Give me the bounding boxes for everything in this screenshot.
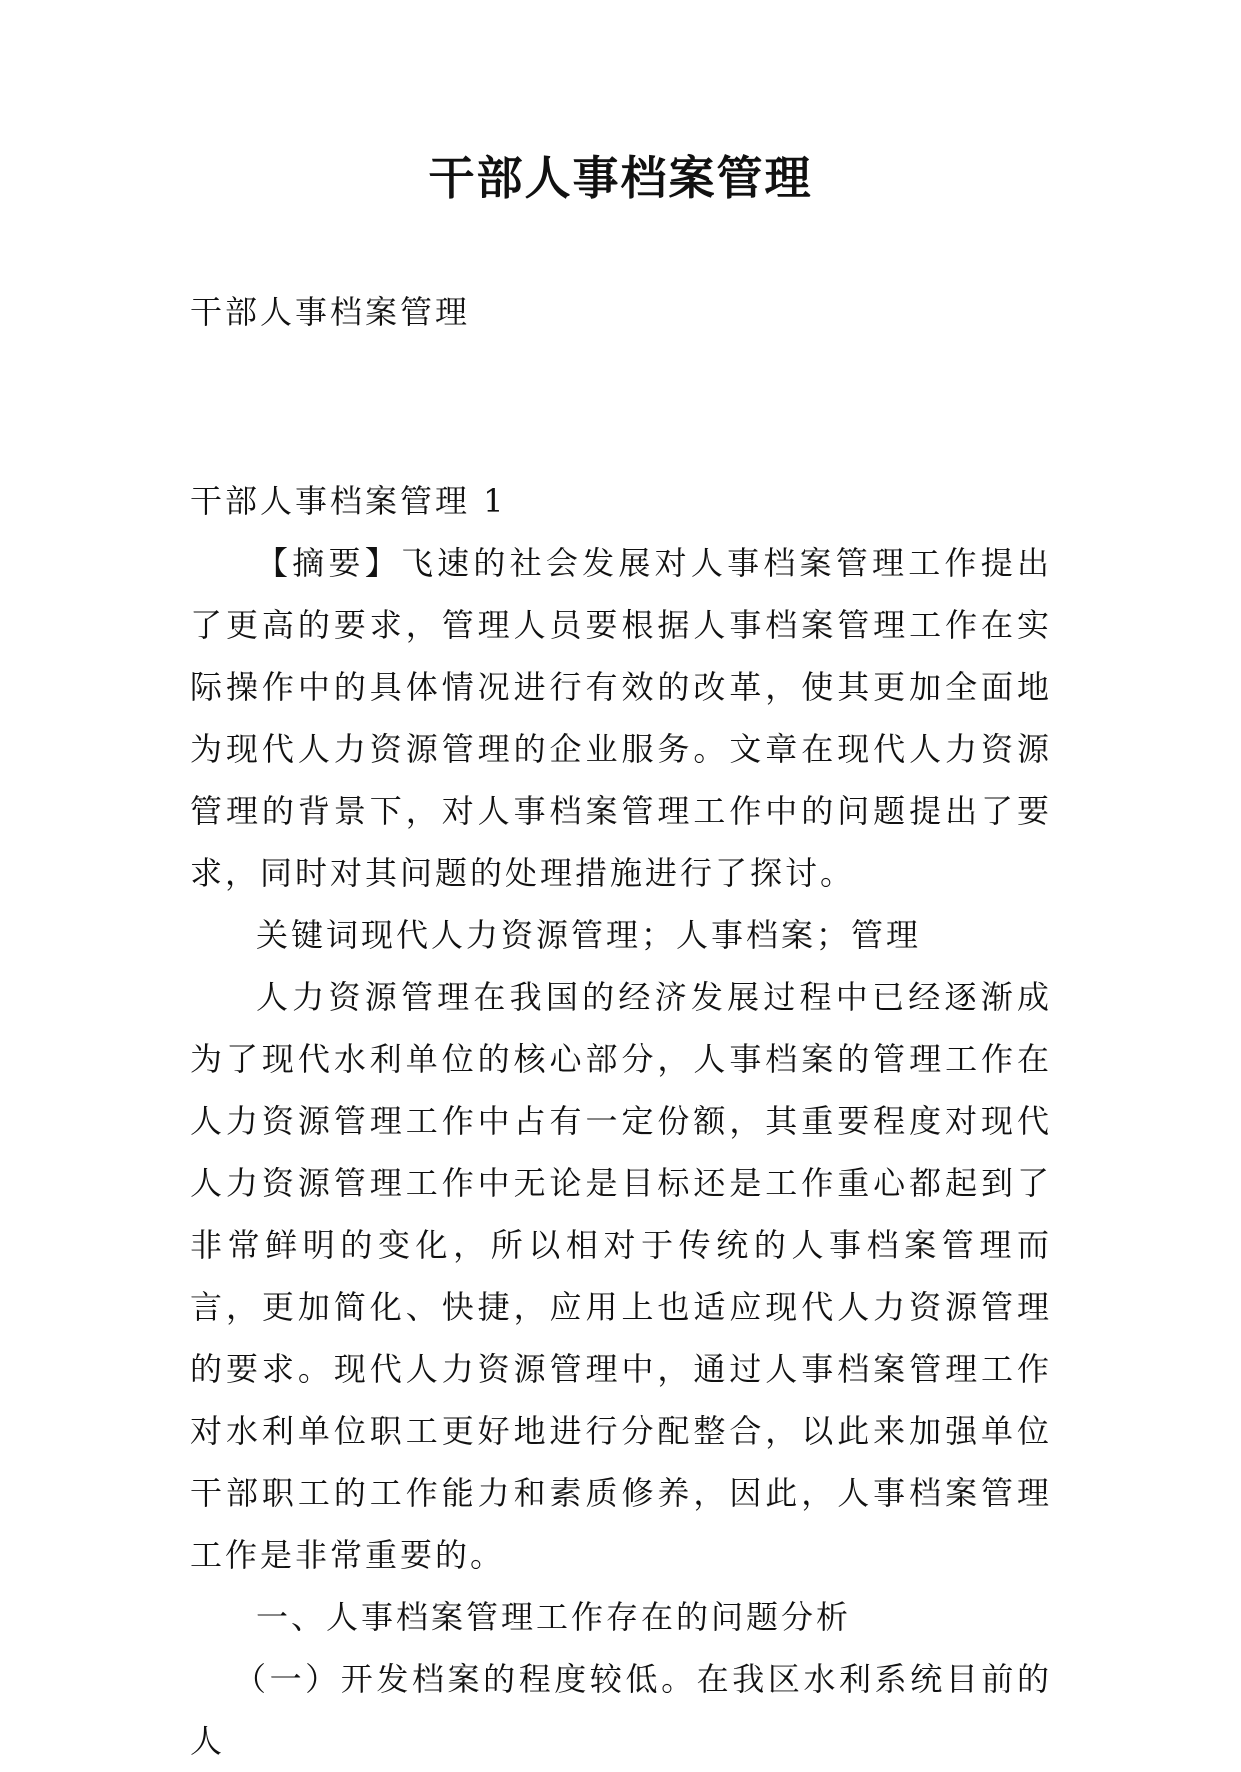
document-title: 干部人事档案管理 <box>428 151 813 205</box>
document-body <box>190 470 1052 1772</box>
list-item: （一）开发档案的程度较低。在我区水利系统目前的人 <box>190 1660 1052 1760</box>
problem-analysis-heading: 一、人事档案管理工作存在的问题分析 <box>256 1598 852 1636</box>
document-subtitle: 干部人事档案管理 <box>190 293 471 331</box>
section-heading: 干部人事档案管理 1 <box>190 482 507 520</box>
intro-paragraph: 人力资源管理在我国的经济发展过程中已经逐渐成为了现代水利单位的核心部分，人事档案的管理工作在人力资源管理工作中占有一定份额，其重要程度对现代人力资源管理工作中无论是目标还是工作重心都起到了非常鲜明的变化，所以相对于传统的人事档案管理而言，更加简化、快捷，应用上也适应现代人力资源管理的要求。现代人力资源管理中，通过人事档案管理工作对水利单位职工更好地进行分配整合，以此来加强单位干部职工的工作能力和素质修养，因此，人事档案管理工作是非常重要的。 <box>190 978 1052 1574</box>
keywords-line: 关键词现代人力资源管理；人事档案；管理 <box>256 916 922 954</box>
abstract-paragraph: 【摘要】飞速的社会发展对人事档案管理工作提出了更高的要求，管理人员要根据人事档案管理工作在实际操作中的具体情况进行有效的改革，使其更加全面地为现代人力资源管理的企业服务。文章在现代人力资源管理的背景下，对人事档案管理工作中的问题提出了要求，同时对其问题的处理措施进行了探讨。 <box>190 544 1052 892</box>
